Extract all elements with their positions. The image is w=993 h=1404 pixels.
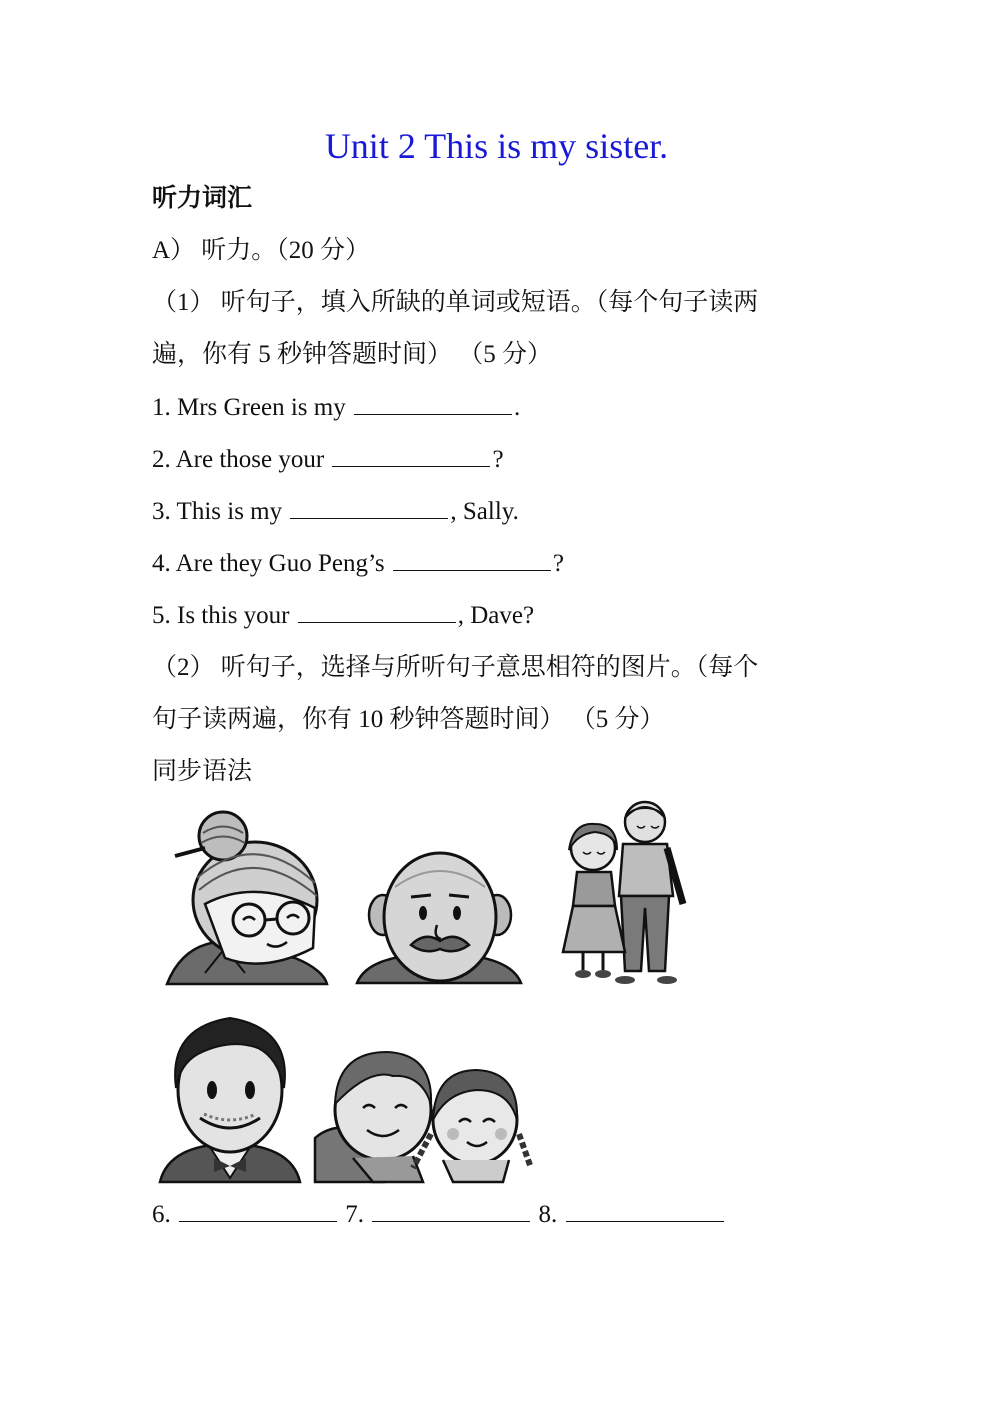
answer-row: [152, 1199, 726, 1231]
sentence-4: [152, 548, 564, 580]
answer-blank[interactable]: [179, 1199, 337, 1222]
section-heading: 听力词汇: [152, 185, 253, 212]
answer-blank[interactable]: [372, 1199, 530, 1222]
siblings-picture: [313, 1038, 535, 1184]
sentence-end: , Sally.: [450, 498, 519, 525]
answer-label: 6.: [152, 1201, 171, 1228]
grandfather-picture: [355, 845, 523, 985]
grandmother-picture: [165, 808, 330, 986]
answer-blank[interactable]: [393, 548, 551, 571]
sentence-end: .: [513, 394, 521, 421]
sentence-1: [152, 392, 520, 424]
page-title: Unit 2 This is my sister.: [324, 126, 669, 166]
part-a-heading: A） 听力。（20 分）: [152, 237, 371, 264]
father-picture: [158, 1008, 303, 1184]
sentence-end: ?: [552, 550, 564, 577]
answer-blank[interactable]: [298, 600, 456, 623]
answer-blank[interactable]: [290, 496, 448, 519]
sentence-2: [152, 444, 504, 476]
sentence-text: 3. This is my: [152, 498, 283, 525]
answer-blank[interactable]: [566, 1199, 724, 1222]
sentence-3: [152, 496, 519, 528]
sentence-5: [152, 600, 534, 632]
sentence-text: 4. Are they Guo Peng’s: [152, 550, 385, 577]
q2-instruction-line1: （2） 听句子，选择与所听句子意思相符的图片。（每个: [152, 654, 759, 681]
answer-blank[interactable]: [354, 392, 512, 415]
q1-instruction-line2: 遍，你有 5 秒钟答题时间） （5 分）: [152, 341, 553, 368]
q2-instruction-line2: 句子读两遍，你有 10 秒钟答题时间） （5 分）: [152, 706, 665, 733]
sentence-end: , Dave?: [457, 602, 535, 629]
q1-instruction-line1: （1） 听句子，填入所缺的单词或短语。（每个句子读两: [152, 289, 759, 316]
answer-label: 8.: [538, 1201, 558, 1228]
sentence-text: 2. Are those your: [152, 446, 325, 473]
parents-picture: [555, 796, 690, 984]
sentence-text: 5. Is this your: [152, 602, 290, 629]
grammar-heading: 同步语法: [152, 758, 253, 785]
sentence-end: ?: [492, 446, 504, 473]
sentence-text: 1. Mrs Green is my: [152, 394, 346, 421]
answer-label: 7.: [345, 1201, 364, 1228]
answer-blank[interactable]: [332, 444, 490, 467]
